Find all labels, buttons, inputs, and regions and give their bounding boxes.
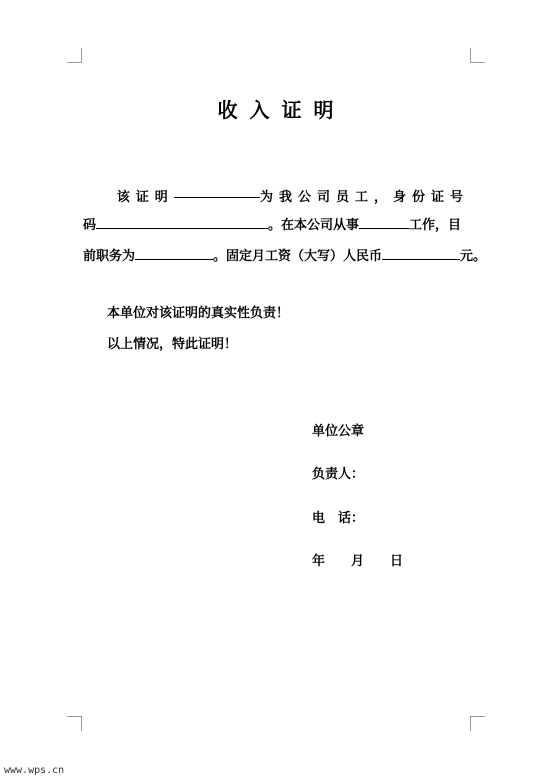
month-label: 月 [351,554,365,569]
responsible-person-label: 负责人： [312,467,365,482]
watermark-url: www.wps.cn [4,765,65,776]
id-number-blank[interactable] [96,217,268,229]
line1-suffix: 为我公司员工，身份证号 [259,190,469,205]
phone-label: 电 话： [312,511,365,526]
body-line-1 [83,186,469,205]
body-line-2 [83,214,469,233]
responsibility-statement: 本单位对该证明的真实性负责！ [107,306,290,321]
salary-blank[interactable] [382,248,460,260]
day-label: 日 [390,554,404,569]
corner-mark-top-right [470,48,485,63]
line2-suffix: 工作，目 [409,218,462,233]
company-seal-label: 单位公章 [312,424,365,439]
line3-mid: 。固定月工资（大写）人民币 [213,249,383,264]
line2-mid: 。在本公司从事 [268,218,360,233]
job-blank[interactable] [359,217,409,229]
line2-prefix: 码 [83,218,97,233]
date-line [312,550,403,569]
document-title: 收入证明 [217,98,346,122]
position-blank[interactable] [135,248,213,260]
year-label: 年 [312,554,326,569]
corner-mark-bottom-left [67,716,82,731]
line1-prefix: 该证明 [116,190,174,205]
body-line-3 [83,245,487,264]
corner-mark-top-left [67,48,82,63]
certification-statement: 以上情况，特此证明！ [107,337,238,352]
line3-prefix: 前职务为 [83,249,136,264]
name-blank[interactable] [174,186,260,198]
line3-suffix: 元。 [460,249,487,264]
corner-mark-bottom-right [470,716,485,731]
